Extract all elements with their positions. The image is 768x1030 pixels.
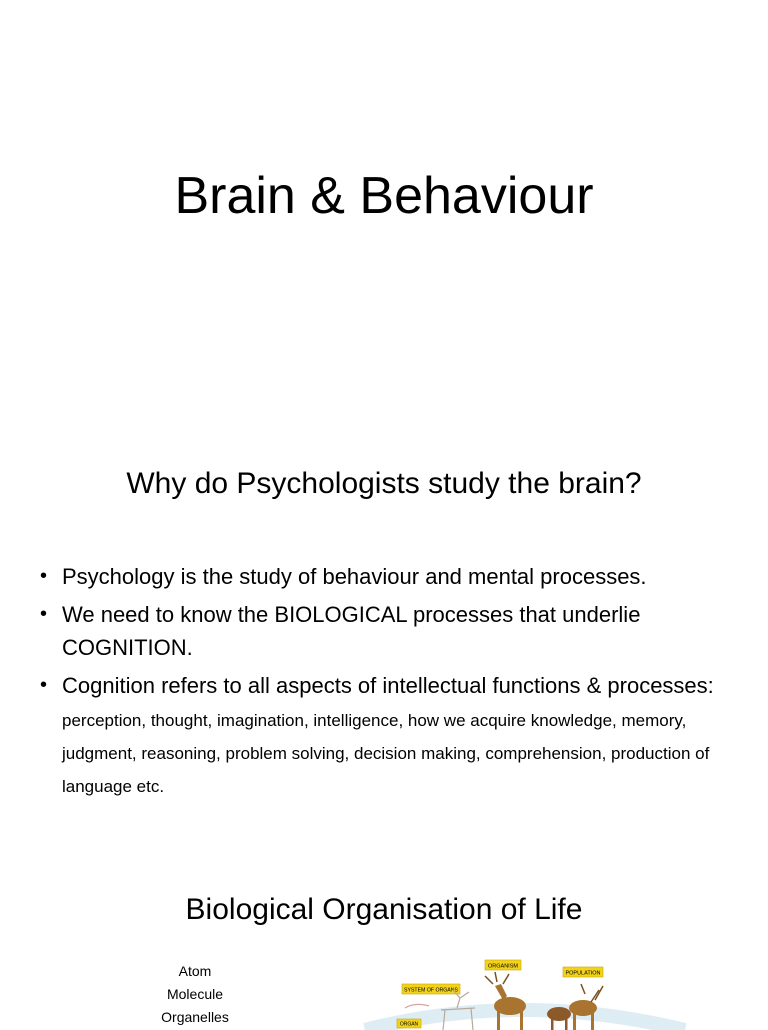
slide-title: Why do Psychologists study the brain? <box>126 467 642 500</box>
slide-title: Biological Organisation of Life <box>185 893 583 926</box>
label-system-of-organs <box>402 984 460 994</box>
level-item: Organelles <box>161 1009 229 1025</box>
bullet-marker: • <box>40 603 48 625</box>
label-population <box>563 967 603 977</box>
organisation-diagram <box>345 950 695 1030</box>
presentation-title: Brain & Behaviour <box>174 167 594 225</box>
bullet-item <box>40 598 740 664</box>
content-slide-organisation <box>0 864 768 1028</box>
label-organism <box>485 960 521 970</box>
bullet-detail: perception, thought, imagination, intelligence, how we acquire knowledge, memory, judgment, reasoning, problem solving, decision making, comprehension, production of language etc. <box>62 711 710 796</box>
bullet-item <box>40 560 740 593</box>
svg-text:POPULATION: POPULATION <box>565 970 601 977</box>
title-slide <box>0 0 768 432</box>
svg-text:SYSTEM OF ORGANS: SYSTEM OF ORGANS <box>404 987 458 994</box>
level-item: Atom <box>178 963 212 979</box>
bullet-text: Cognition refers to all aspects of intellectual functions & processes: <box>62 673 714 698</box>
svg-text:ORGAN: ORGAN <box>399 1021 419 1028</box>
bullet-list <box>40 560 740 806</box>
content-slide-why <box>0 432 768 864</box>
bullet-text: Psychology is the study of behaviour and mental processes. <box>62 564 647 589</box>
label-organ <box>397 1019 421 1028</box>
bullet-marker: • <box>40 674 48 696</box>
bullet-marker: • <box>40 565 48 587</box>
bullet-text: We need to know the BIOLOGICAL processes that underlie COGNITION. <box>62 602 641 660</box>
level-item: Molecule <box>166 986 224 1002</box>
organisation-levels-list <box>140 960 250 1029</box>
svg-text:ORGANISM: ORGANISM <box>488 963 518 970</box>
moose-organism-illustration <box>485 972 526 1030</box>
bullet-item <box>40 669 740 801</box>
